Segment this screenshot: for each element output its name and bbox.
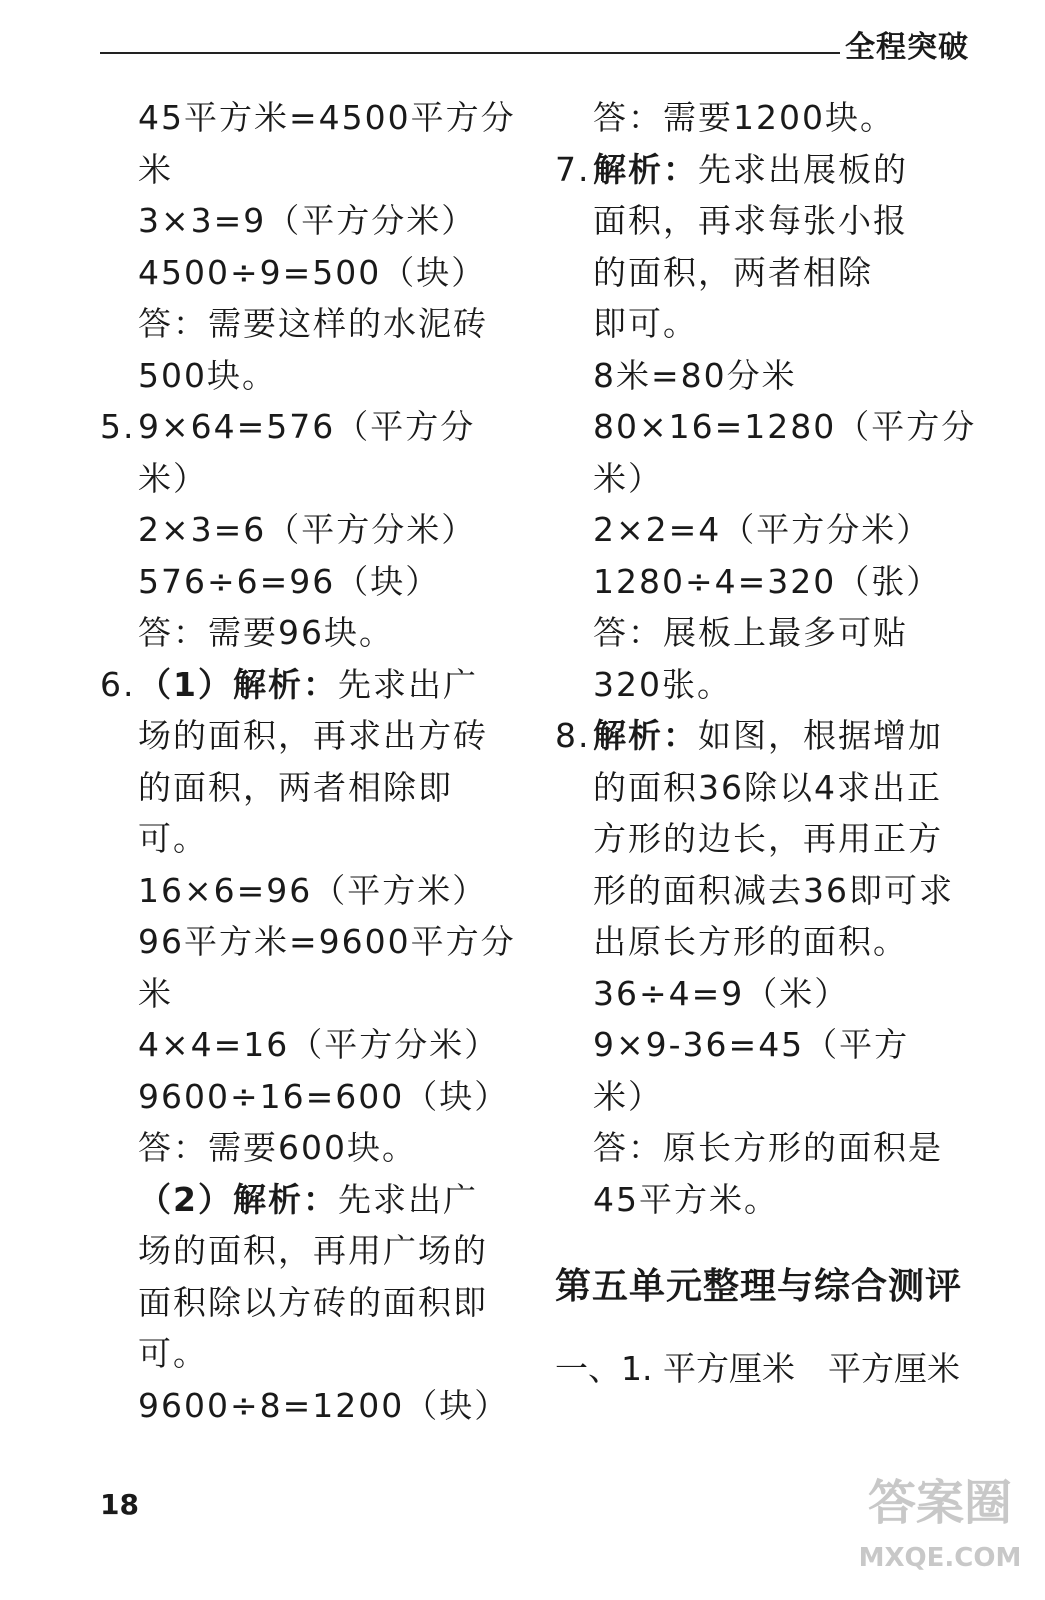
answer-text: 的面积，两者相除 [593,252,873,292]
section-first-line: 一、1. 平方厘米 平方厘米 [555,1349,960,1388]
answer-text: 即可。 [593,304,698,343]
answer-text: 4×4=16（平方分米） [138,1025,500,1064]
answer-line [100,504,530,556]
answer-text: 9×9-36=45（平方 [593,1025,910,1064]
answer-text: 可。 [138,819,208,858]
answer-text: 答：需要1200块。 [593,98,895,137]
answer-line [555,1071,995,1123]
page-number: 18 [100,1488,139,1521]
answer-line [100,556,530,608]
answer-line [100,453,530,505]
answer-text: 米） [593,458,663,498]
answer-text: 45平方米=4500平方分 [138,98,516,137]
answer-line [100,1277,530,1329]
answer-text: 先求出展板的 [698,149,908,189]
answer-line [100,762,530,814]
answer-text: 场的面积，再求出方砖 [138,716,488,755]
answer-line [100,298,530,350]
answer-text: 米 [138,149,173,189]
answer-line [555,607,995,659]
answer-line [555,144,995,196]
answer-text: 的面积36除以4求出正 [593,767,942,807]
answer-text: 答：展板上最多可贴 [593,613,908,652]
answer-text: 8米=80分米 [593,355,797,395]
answer-line [100,195,530,247]
analysis-label: （1）解析： [138,664,338,704]
answer-text: 9×64=576（平方分 [138,407,476,446]
right-column [555,92,995,1399]
answer-text: 场的面积，再用广场的 [138,1231,488,1270]
answer-line [100,1380,530,1432]
answer-text: 面积除以方砖的面积即 [138,1282,488,1322]
answer-text: 先求出广 [337,664,478,704]
answer-line [555,401,995,453]
answer-text: 45平方米。 [593,1179,779,1219]
question-number: 7. [555,149,591,189]
answer-text: 36÷4=9（米） [593,973,850,1013]
answer-text: 答：需要600块。 [138,1128,417,1167]
answer-line [555,762,995,814]
answer-text: 9600÷8=1200（块） [138,1385,510,1425]
header-rule [100,52,840,54]
section-title: 第五单元整理与综合测评 [555,1266,963,1307]
answer-line [555,247,995,299]
answer-line [555,1122,995,1174]
watermark-logo-text: 答案圈 [867,1475,1012,1531]
answer-line [555,453,995,505]
answer-text: 米 [138,973,173,1013]
answer-text: 2×2=4（平方分米） [593,510,932,549]
answer-text: 576÷6=96（块） [138,561,441,601]
answer-line [100,92,530,144]
answer-line [555,350,995,402]
answer-line [100,968,530,1020]
answer-line [100,813,530,865]
answer-text: 米） [138,458,208,498]
answer-text: 80×16=1280（平方分 [593,407,977,446]
answer-line [100,916,530,968]
answer-text: 答：原长方形的面积是 [593,1128,943,1167]
answer-text: 1280÷4=320（张） [593,561,942,601]
answer-line [555,710,995,762]
answer-text: 2×3=6（平方分米） [138,510,477,549]
answer-line [100,865,530,917]
answer-line [555,195,995,247]
answer-line [555,916,995,968]
analysis-label: （2）解析： [138,1179,338,1219]
header-title: 全程突破 [845,30,969,65]
answer-line [100,1122,530,1174]
answer-line [555,1019,995,1071]
answer-text: 3×3=9（平方分米） [138,201,477,240]
watermark [850,1468,1030,1588]
answer-line [100,1328,530,1380]
answer-text: 如图，根据增加 [698,716,943,755]
answer-text: 可。 [138,1334,208,1373]
answer-text: 面积，再求每张小报 [593,201,908,240]
question-number: 8. [555,716,591,755]
question-number: 5. [100,407,136,446]
answer-line [100,1174,530,1226]
answer-line [555,92,995,144]
answer-line [100,350,530,402]
answer-text: 米） [593,1076,663,1116]
answer-line [100,710,530,762]
answer-line [555,298,995,350]
answer-text: 形的面积减去36即可求 [593,870,954,910]
answer-text: 答：需要96块。 [138,613,394,652]
answer-line [100,1071,530,1123]
answer-line [100,659,530,711]
analysis-label: 解析： [593,149,698,189]
right-column-lines [555,92,995,1225]
answer-line [100,1019,530,1071]
answer-line [100,607,530,659]
analysis-label: 解析： [593,716,698,755]
answer-text: 500块。 [138,355,277,395]
answer-text: 先求出广 [337,1179,478,1219]
answer-text: 出原长方形的面积。 [593,922,908,961]
answer-text: 96平方米=9600平方分 [138,922,516,961]
answer-line [555,813,995,865]
answer-line [100,144,530,196]
answer-line [100,401,530,453]
answer-line [100,247,530,299]
answer-line [555,556,995,608]
left-column [100,92,530,1431]
answer-line [555,865,995,917]
answer-line [555,659,995,711]
answer-text: 320张。 [593,664,732,704]
answer-text: 方形的边长，再用正方 [593,819,943,858]
answer-text: 9600÷16=600（块） [138,1076,510,1116]
answer-text: 答：需要这样的水泥砖 [138,304,488,343]
answer-text: 的面积，两者相除即 [138,767,453,807]
answer-line [555,504,995,556]
answer-text: 16×6=96（平方米） [138,870,488,910]
answer-line [555,1174,995,1226]
answer-line [555,968,995,1020]
watermark-url: MXQE.COM [858,1543,1022,1573]
answer-text: 4500÷9=500（块） [138,252,487,292]
question-number: 6. [100,664,136,704]
answer-line [100,1225,530,1277]
